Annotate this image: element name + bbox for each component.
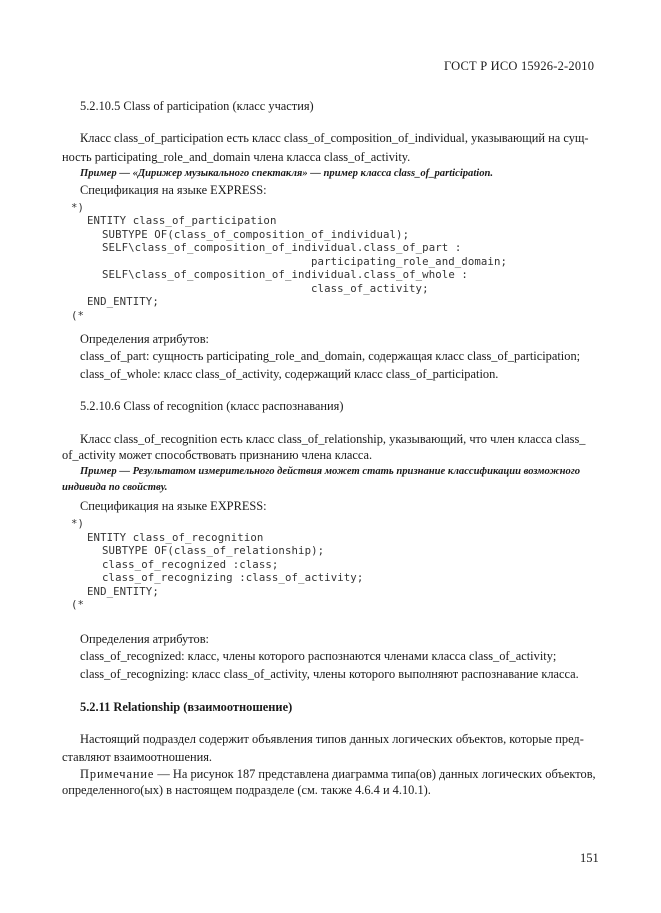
paragraph-line: Класс class_of_participation есть класс class_of_composition_of_individual, указывающий на сущ-: [80, 131, 589, 145]
code-line: class_of_recognized :class;: [102, 558, 279, 571]
code-line: ENTITY class_of_participation: [87, 214, 277, 227]
attributes-title: Определения атрибутов:: [80, 632, 209, 646]
paragraph-line: of_activity может способствовать признанию члена класса.: [62, 448, 373, 462]
paragraph-line: Настоящий подраздел содержит объявления типов данных логических объектов, которые пред-: [80, 732, 584, 746]
code-line: SUBTYPE OF(class_of_relationship);: [102, 544, 325, 557]
code-line: *): [71, 201, 85, 214]
attribute-definition: class_of_recognizing: класс class_of_activity, члены которого выполняют распознавание класса.: [80, 667, 579, 681]
code-line: END_ENTITY;: [87, 585, 159, 598]
attribute-definition: class_of_whole: класс class_of_activity, содержащий класс class_of_participation.: [80, 367, 499, 381]
paragraph-line: ставляют взаимоотношения.: [62, 750, 213, 764]
section-heading: 5.2.10.5 Class of participation (класс участия): [80, 99, 314, 113]
code-line: *): [71, 517, 85, 530]
page-number: 151: [580, 851, 599, 865]
attribute-definition: class_of_recognized: класс, члены которого распознаются членами класса class_of_activity;: [80, 649, 557, 663]
example-text: Пример — «Дирижер музыкального спектакля» — пример класса class_of_participation.: [80, 168, 494, 179]
code-line: (*: [71, 598, 85, 611]
code-line: SELF\class_of_composition_of_individual.class_of_part :: [102, 241, 462, 254]
code-line: (*: [71, 309, 85, 322]
section-heading: 5.2.10.6 Class of recognition (класс распознавания): [80, 399, 344, 413]
example-text: Пример — Результатом измерительного действия может стать признание классификации возможного: [80, 466, 581, 477]
code-line: SELF\class_of_composition_of_individual.class_of_whole :: [102, 268, 468, 281]
note-text: — На рисунок 187 представлена диаграмма типа(ов) данных логических объектов,: [154, 767, 596, 781]
section-heading: 5.2.11 Relationship (взаимоотношение): [80, 700, 293, 714]
attribute-definition: class_of_part: сущность participating_role_and_domain, содержащая класс class_of_participation;: [80, 349, 581, 363]
document-id: ГОСТ Р ИСО 15926-2-2010: [444, 59, 595, 73]
attributes-title: Определения атрибутов:: [80, 332, 209, 346]
code-line: class_of_recognizing :class_of_activity;: [102, 571, 364, 584]
note-line: [80, 766, 596, 782]
code-line: END_ENTITY;: [87, 295, 159, 308]
spec-label: Спецификация на языке EXPRESS:: [80, 183, 267, 197]
example-text: индивида по свойству.: [62, 482, 168, 493]
spec-label: Спецификация на языке EXPRESS:: [80, 499, 267, 513]
code-line: SUBTYPE OF(class_of_composition_of_individual);: [102, 228, 410, 241]
note-label: Примечание: [80, 767, 155, 781]
code-line: participating_role_and_domain;: [311, 255, 508, 268]
paragraph-line: ность participating_role_and_domain члена класса class_of_activity.: [62, 150, 411, 164]
paragraph-line: Класс class_of_recognition есть класс class_of_relationship, указывающий, что член класса class_: [80, 432, 586, 446]
code-line: ENTITY class_of_recognition: [87, 531, 264, 544]
note-line: определенного(ых) в настоящем подразделе (см. также 4.6.4 и 4.10.1).: [62, 783, 431, 797]
code-line: class_of_activity;: [311, 282, 429, 295]
